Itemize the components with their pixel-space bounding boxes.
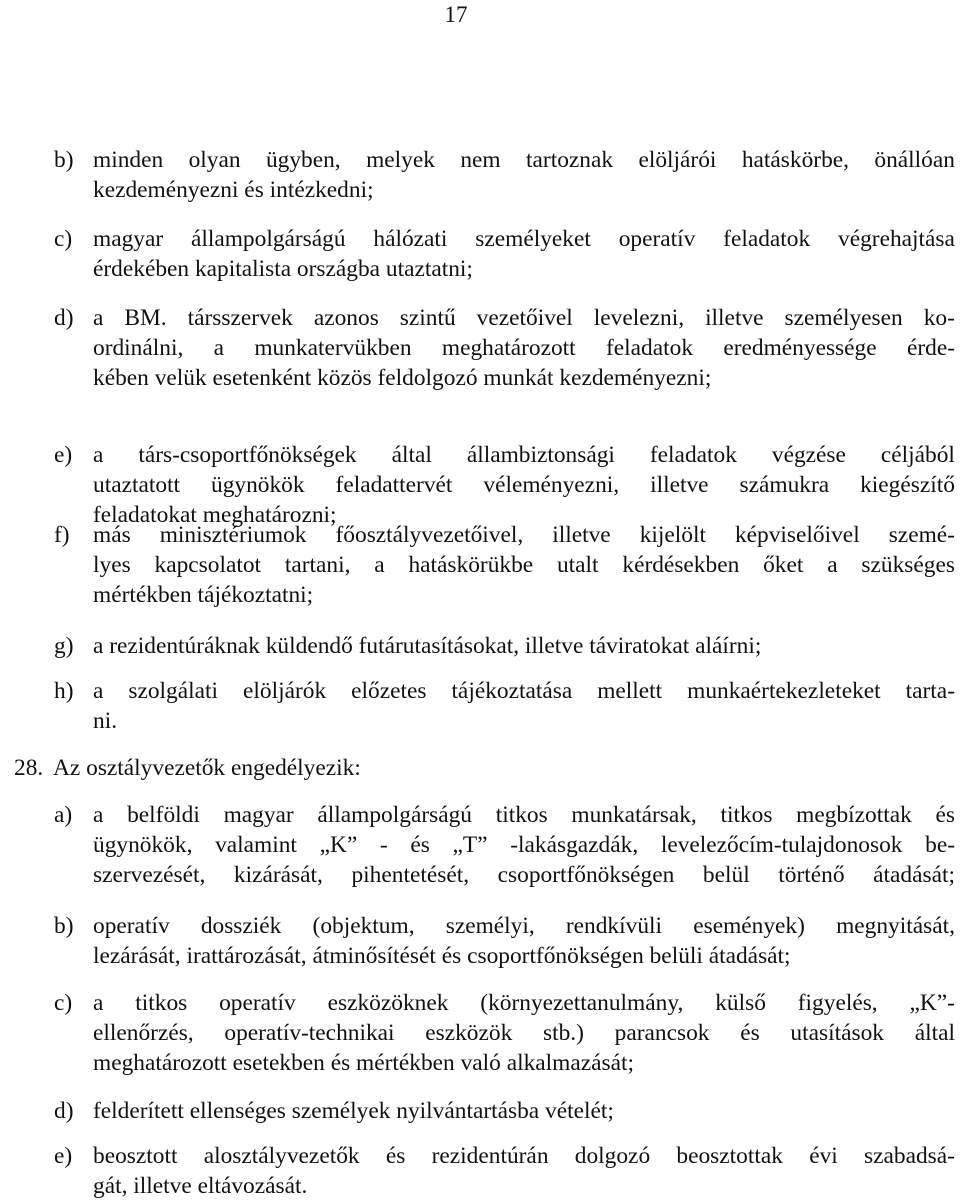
list-item-text: érdekében kapitalista országba utaztatni;	[93, 256, 473, 282]
list-item-text: meghatározott esetekben és mértékben való alkalmazását;	[93, 1050, 634, 1076]
list-item-text: lyes kapcsolatot tartani, a hatáskörükbe utalt kérdésekben őket a szükséges	[93, 552, 955, 578]
list-item-label: f)	[54, 522, 70, 548]
list-item-label: c)	[54, 990, 73, 1016]
list-item-text: a BM. társszervek azonos szintű vezetőivel levelezni, illetve személyesen ko-	[93, 305, 955, 331]
list-item-label: h)	[54, 678, 74, 704]
list-item-text: utaztatott ügynökök feladattervét véleményezni, illetve számukra kiegészítő	[93, 472, 955, 498]
list-item-text: beosztott alosztályvezetők és rezidentúrán dolgozó beosztottak évi szabadsá-	[93, 1143, 955, 1169]
list-item-label: b)	[54, 913, 74, 939]
list-item-label: d)	[54, 305, 74, 331]
list-item-text: mértékben tájékoztatni;	[93, 582, 314, 608]
list-item-text: lezárását, irattározását, átminősítését és csoportfőnökségen belüli átadását;	[93, 943, 791, 969]
list-item-text: ordinálni, a munkatervükben meghatározott feladatok eredményessége érde-	[93, 335, 955, 361]
list-item-text: a belföldi magyar állampolgárságú titkos munkatársak, titkos megbízottak és	[93, 802, 955, 828]
list-item-label: d)	[54, 1098, 74, 1124]
list-item-text: a társ-csoportfőnökségek által állambiztonsági feladatok végzése céljából	[93, 442, 955, 468]
section-number: 28.	[14, 755, 44, 781]
list-item-text: a szolgálati elöljárók előzetes tájékoztatása mellett munkaértekezleteket tarta-	[93, 678, 955, 704]
list-item-text: operatív dossziék (objektum, személyi, rendkívüli események) megnyitását,	[93, 913, 955, 939]
list-item-text: kében velük esetenként közös feldolgozó munkát kezdeményezni;	[93, 365, 712, 391]
list-item-text: más minisztériumok főosztályvezetőivel, illetve kijelölt képviselőivel szemé-	[93, 522, 955, 548]
list-item-text: felderített ellenséges személyek nyilvántartásba vételét;	[93, 1098, 614, 1124]
list-item-label: c)	[54, 226, 73, 252]
list-item-text: ügynökök, valamint „K” - és „T” -lakásgazdák, levelezőcím-tulajdonosok be-	[93, 832, 955, 858]
list-item-text: kezdeményezni és intézkedni;	[93, 177, 374, 203]
list-item-text: magyar állampolgárságú hálózati személyeket operatív feladatok végrehajtása	[93, 226, 955, 252]
list-item-label: a)	[54, 802, 73, 828]
list-item-text: ni.	[93, 708, 118, 734]
list-item-text: ellenőrzés, operatív-technikai eszközök stb.) parancsok és utasítások által	[93, 1020, 955, 1046]
list-item-text: gát, illetve eltávozását.	[93, 1173, 308, 1199]
list-item-label: e)	[54, 442, 73, 468]
list-item-label: b)	[54, 147, 74, 173]
page-number: 17	[444, 2, 468, 27]
list-item-label: e)	[54, 1143, 73, 1169]
list-item-text: a rezidentúráknak küldendő futárutasításokat, illetve táviratokat aláírni;	[93, 633, 762, 659]
section-title: Az osztályvezetők engedélyezik:	[53, 755, 361, 781]
list-item-text: minden olyan ügyben, melyek nem tartoznak elöljárói hatáskörbe, önállóan	[93, 147, 955, 173]
list-item-text: feladatokat meghatározni;	[93, 502, 337, 528]
list-item-label: g)	[54, 633, 74, 659]
list-item-text: szervezését, kizárását, pihentetését, csoportfőnökségen belül történő átadását;	[93, 862, 955, 888]
list-item-text: a titkos operatív eszközöknek (környezettanulmány, külső figyelés, „K”-	[93, 990, 955, 1016]
